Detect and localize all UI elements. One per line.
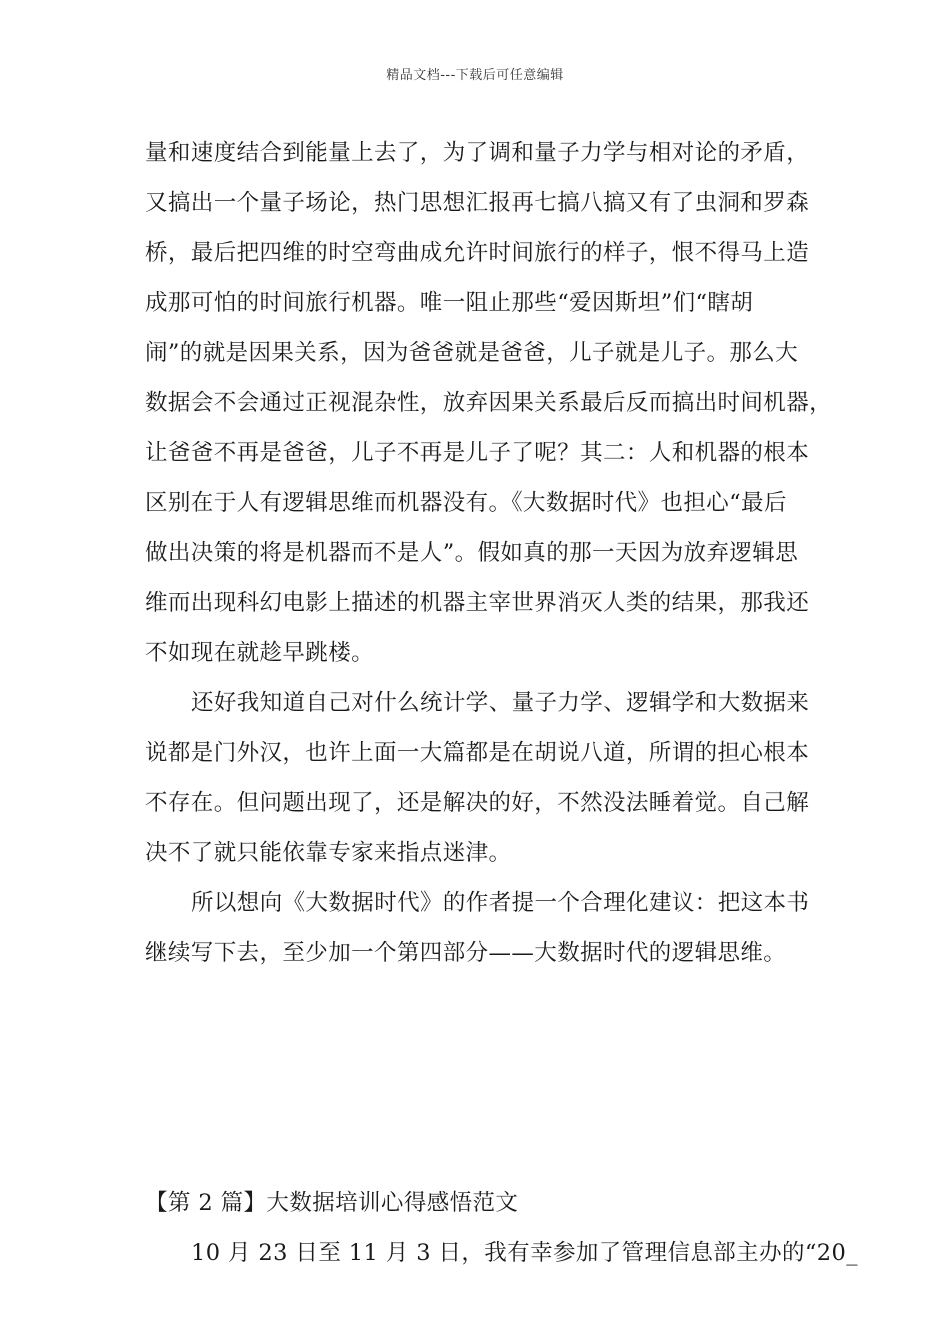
page-header: 精品文档---下载后可任意编辑 xyxy=(386,68,564,83)
section-2 xyxy=(145,1178,858,1278)
section-spacer xyxy=(145,978,825,1178)
text-line: 10 月 23 日至 11 月 3 日，我有幸参加了管理信息部主办的“20_ xyxy=(191,1240,858,1266)
paragraph-2 xyxy=(145,678,825,878)
text-line: 还好我知道自己对什么统计学、量子力学、逻辑学和大数据来 xyxy=(191,690,810,716)
text-line: 维而出现科幻电影上描述的机器主宰世界消灭人类的结果，那我还 xyxy=(145,590,810,616)
text-line: 做出决策的将是机器而不是人”。假如真的那一天因为放弃逻辑思 xyxy=(145,540,799,566)
text-line: 量和速度结合到能量上去了，为了调和量子力学与相对论的矛盾， xyxy=(145,140,810,166)
document-body xyxy=(145,128,858,1278)
text-line: 让爸爸不再是爸爸，儿子不再是儿子了呢？其二：人和机器的根本 xyxy=(145,440,810,466)
paragraph-1 xyxy=(145,128,833,678)
text-line: 区别在于人有逻辑思维而机器没有。《大数据时代》也担心“最后 xyxy=(145,490,787,516)
text-line: 数据会不会通过正视混杂性，放弃因果关系最后反而搞出时间机器， xyxy=(145,390,833,416)
text-line: 不如现在就趁早跳楼。 xyxy=(145,640,375,666)
paragraph-3 xyxy=(145,878,825,978)
text-line: 不存在。但问题出现了，还是解决的好，不然没法睡着觉。自己解 xyxy=(145,790,810,816)
text-line: 桥，最后把四维的时空弯曲成允许时间旅行的样子，恨不得马上造 xyxy=(145,240,810,266)
text-line: 继续写下去，至少加一个第四部分——大数据时代的逻辑思维。 xyxy=(145,940,787,966)
text-line: 又搞出一个量子场论，热门思想汇报再七搞八搞又有了虫洞和罗森 xyxy=(145,190,810,216)
text-line: 所以想向《大数据时代》的作者提一个合理化建议：把这本书 xyxy=(191,890,810,916)
text-line: 说都是门外汉，也许上面一大篇都是在胡说八道，所谓的担心根本 xyxy=(145,740,810,766)
section-heading: 【第 2 篇】大数据培训心得感悟范文 xyxy=(145,1190,519,1216)
text-line: 成那可怕的时间旅行机器。唯一阻止那些“爱因斯坦”们“瞎胡 xyxy=(145,290,754,316)
text-line: 决不了就只能依靠专家来指点迷津。 xyxy=(145,840,512,866)
text-line: 闹”的就是因果关系，因为爸爸就是爸爸，儿子就是儿子。那么大 xyxy=(145,340,799,366)
